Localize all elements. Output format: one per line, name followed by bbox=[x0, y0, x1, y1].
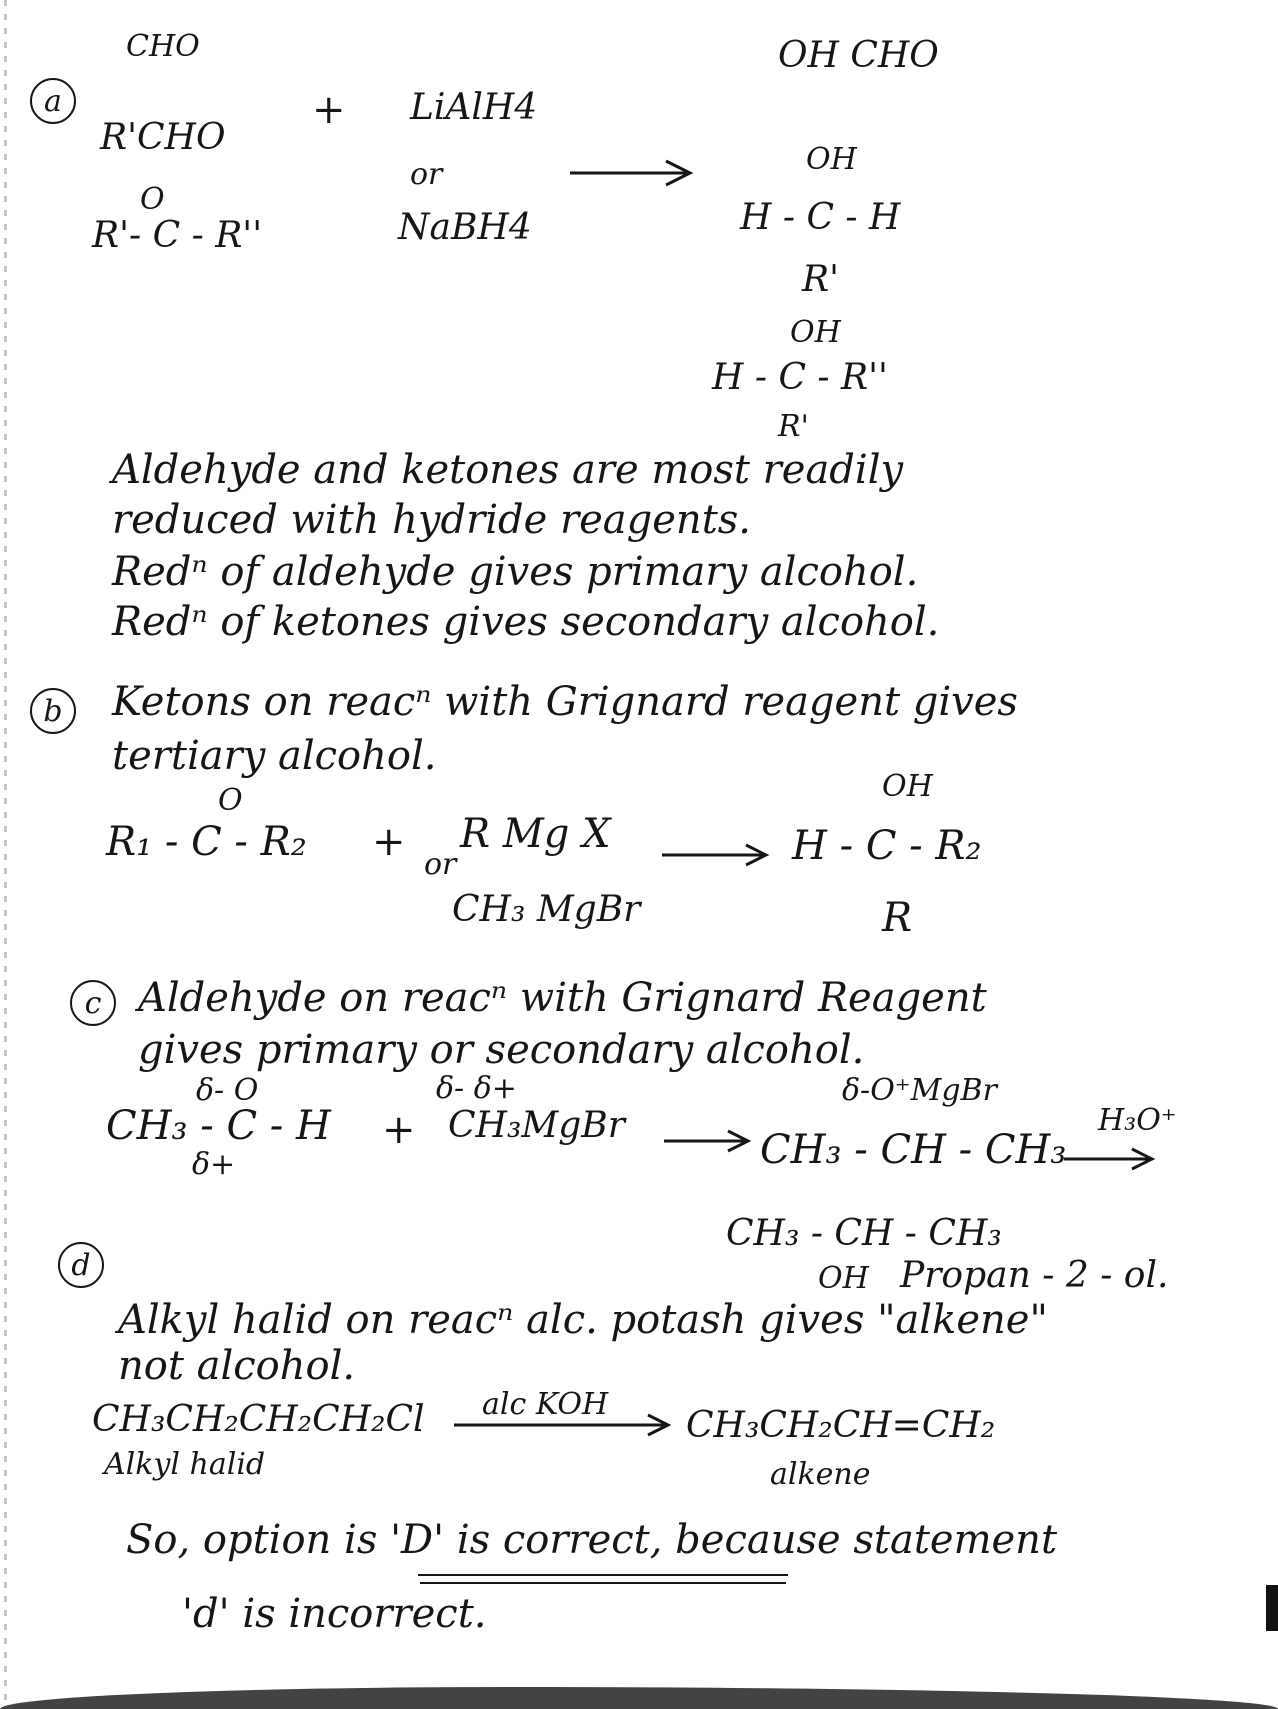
product-c-oh: OH bbox=[818, 1261, 869, 1296]
product1-center: H - C - H bbox=[740, 197, 901, 238]
reaction-arrow-b bbox=[660, 842, 772, 868]
product2-oh: OH bbox=[790, 315, 841, 350]
label-b: b bbox=[30, 688, 76, 734]
text-a-2: reduced with hydride reagents. bbox=[112, 497, 752, 543]
grignard-c-delta: δ- δ+ bbox=[436, 1071, 517, 1106]
product1-oh: OH bbox=[806, 142, 857, 177]
product-b-oh: OH bbox=[882, 769, 933, 804]
reagent-lialh4: LiAlH4 bbox=[410, 87, 538, 128]
aldehyde-c: CH₃ - C - H bbox=[106, 1103, 331, 1149]
ketone-b-o: O bbox=[218, 783, 243, 818]
reagent-nabh4: NaBH4 bbox=[398, 207, 532, 248]
grignard-c: CH₃MgBr bbox=[448, 1105, 625, 1146]
alkyl-halide: CH₃CH₂CH₂CH₂Cl bbox=[92, 1399, 425, 1440]
product-c-name: Propan - 2 - ol. bbox=[900, 1255, 1169, 1296]
conclusion-line-1: So, option is 'D' is correct, because statement bbox=[126, 1517, 1058, 1563]
grignard-rmgx: R Mg X bbox=[460, 811, 611, 857]
reactant-ketone: R'- C - R'' bbox=[92, 215, 263, 256]
text-a-3: Redⁿ of aldehyde gives primary alcohol. bbox=[112, 549, 919, 595]
intermediate-top: δ-O⁺MgBr bbox=[842, 1073, 997, 1108]
text-d-2: not alcohol. bbox=[118, 1343, 356, 1389]
reagent-b-or: or bbox=[424, 847, 457, 882]
alkene-product: CH₃CH₂CH=CH₂ bbox=[686, 1405, 996, 1446]
label-d: d bbox=[58, 1242, 104, 1288]
reactant-ketone-o: O bbox=[140, 182, 165, 217]
plus-b: + bbox=[372, 819, 406, 865]
product1-r: R' bbox=[802, 259, 840, 300]
alc-koh-label: alc KOH bbox=[482, 1387, 609, 1422]
text-a-1: Aldehyde and ketones are most readily bbox=[112, 447, 904, 493]
reaction-arrow-c2 bbox=[1062, 1146, 1158, 1172]
aldehyde-c-delta: δ+ bbox=[192, 1147, 236, 1182]
scan-edge-mark bbox=[1266, 1585, 1278, 1631]
plus-sign: + bbox=[312, 87, 346, 133]
conclusion-underline-2 bbox=[420, 1582, 786, 1584]
grignard-ch3mgbr: CH₃ MgBr bbox=[452, 889, 641, 930]
plus-c: + bbox=[382, 1107, 416, 1153]
label-c: c bbox=[70, 980, 116, 1026]
oh-cho-note: OH CHO bbox=[778, 35, 939, 76]
scan-left-edge bbox=[4, 0, 7, 1709]
alkene-label: alkene bbox=[770, 1457, 871, 1492]
intermediate-c: CH₃ - CH - CH₃ bbox=[760, 1127, 1067, 1173]
label-a: a bbox=[30, 78, 76, 124]
product2-r: R' bbox=[778, 409, 809, 444]
product-b-r: R bbox=[882, 895, 913, 941]
reaction-arrow-a bbox=[568, 158, 698, 188]
conclusion-underline bbox=[418, 1574, 788, 1576]
scan-bottom-edge bbox=[0, 1687, 1278, 1709]
text-c-2: gives primary or secondary alcohol. bbox=[138, 1027, 865, 1073]
text-d-1: Alkyl halid on reacⁿ alc. potash gives "alkene" bbox=[118, 1297, 1048, 1343]
aldehyde-c-o: δ- O bbox=[196, 1073, 259, 1108]
reagent-or: or bbox=[410, 157, 443, 192]
reaction-arrow-c1 bbox=[662, 1128, 754, 1154]
cho-note: CHO bbox=[126, 29, 200, 64]
alkyl-halide-label: Alkyl halid bbox=[104, 1447, 266, 1482]
h3o-label: H₃O⁺ bbox=[1098, 1103, 1177, 1138]
text-b-1: Ketons on reacⁿ with Grignard reagent gives bbox=[112, 679, 1018, 725]
product-c: CH₃ - CH - CH₃ bbox=[726, 1213, 1002, 1254]
text-a-4: Redⁿ of ketones gives secondary alcohol. bbox=[112, 599, 940, 645]
product-b-center: H - C - R₂ bbox=[792, 823, 982, 869]
text-c-1: Aldehyde on reacⁿ with Grignard Reagent bbox=[138, 975, 987, 1021]
reactant-aldehyde: R'CHO bbox=[100, 117, 226, 158]
reaction-arrow-d bbox=[452, 1412, 674, 1438]
conclusion-line-2: 'd' is incorrect. bbox=[182, 1591, 487, 1637]
text-b-2: tertiary alcohol. bbox=[112, 733, 437, 779]
product2-center: H - C - R'' bbox=[712, 357, 888, 398]
ketone-b: R₁ - C - R₂ bbox=[106, 819, 307, 865]
